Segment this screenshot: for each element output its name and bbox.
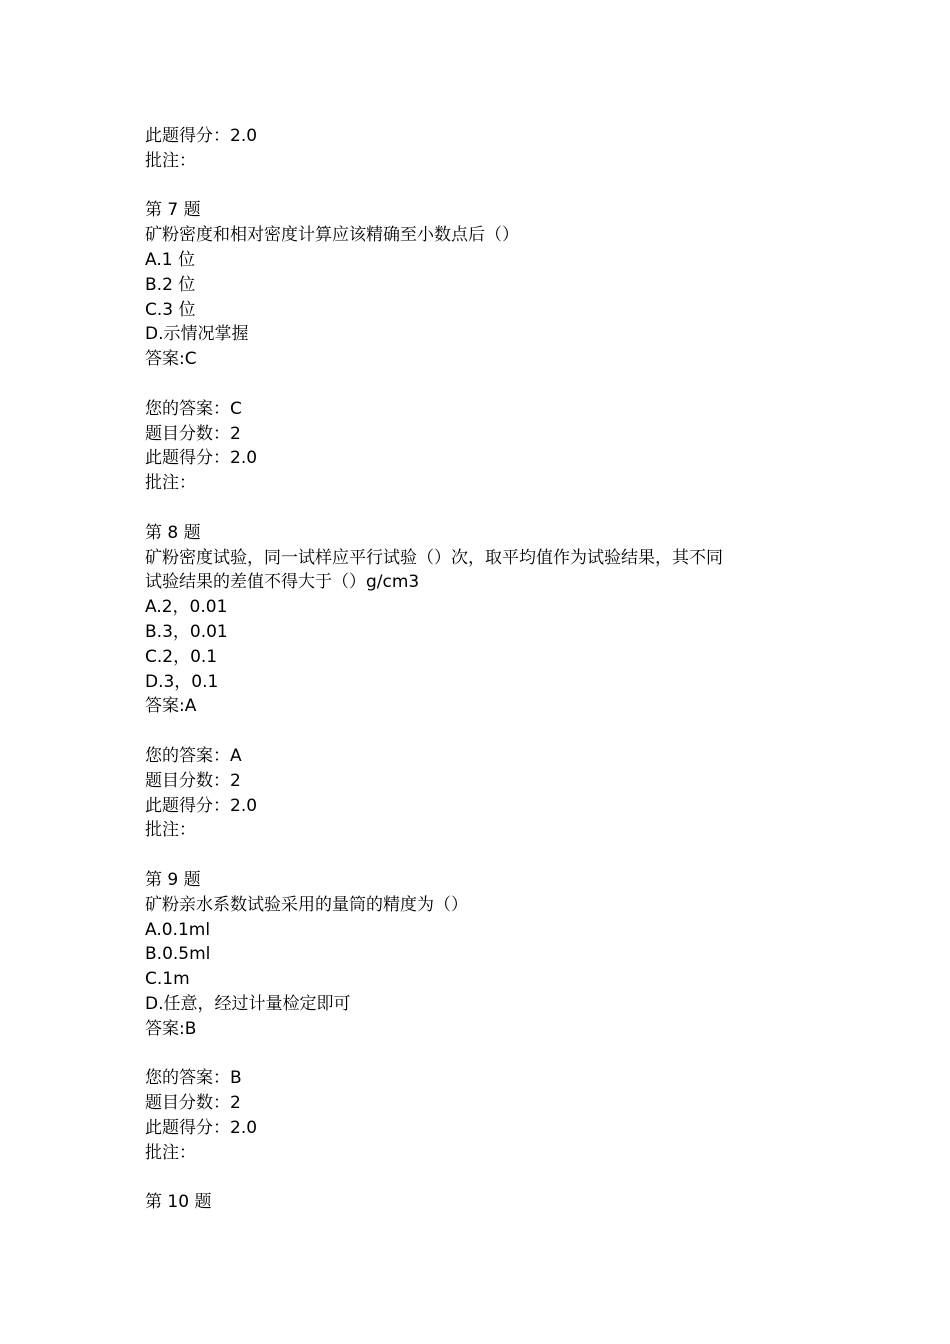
question-10-number: 第 10 题 xyxy=(145,1192,212,1213)
question-9-points: 题目分数：2 xyxy=(145,1093,241,1114)
score-line: 此题得分：2.0 xyxy=(145,126,258,146)
question-8-comment: 批注： xyxy=(145,820,196,841)
question-7-option-c: C.3 位 xyxy=(145,299,196,320)
question-8-text-continued: 试验结果的差值不得大于（）g/cm3 xyxy=(145,572,420,593)
question-9-option-c: C.1m xyxy=(145,969,190,990)
question-8-number: 第 8 题 xyxy=(145,522,201,543)
blank-line xyxy=(145,1165,825,1190)
question-9-option-a: A.0.1ml xyxy=(145,919,211,940)
question-9-your-answer: 您的答案：B xyxy=(145,1068,242,1089)
question-9-answer: 答案:B xyxy=(145,1018,197,1039)
question-8-option-a: A.2，0.01 xyxy=(145,597,228,618)
question-7-points: 题目分数：2 xyxy=(145,423,241,444)
question-8-score: 此题得分：2.0 xyxy=(145,795,258,816)
question-7-option-d: D.示情况掌握 xyxy=(145,324,249,345)
question-7-text: 矿粉密度和相对密度计算应该精确至小数点后（） xyxy=(145,225,519,246)
question-9-text: 矿粉亲水系数试验采用的量筒的精度为（） xyxy=(145,894,468,915)
question-8-option-b: B.3，0.01 xyxy=(145,621,228,642)
document-page xyxy=(145,124,825,1215)
blank-line xyxy=(145,719,825,744)
question-9-option-b: B.0.5ml xyxy=(145,944,211,965)
question-7-your-answer: 您的答案：C xyxy=(145,398,242,419)
question-7-option-b: B.2 位 xyxy=(145,274,196,295)
question-7-comment: 批注： xyxy=(145,473,196,494)
question-9-score: 此题得分：2.0 xyxy=(145,1117,258,1138)
question-9-comment: 批注： xyxy=(145,1142,196,1163)
comment-line: 批注： xyxy=(145,150,196,171)
question-8-option-d: D.3，0.1 xyxy=(145,671,219,692)
blank-line xyxy=(145,843,825,868)
question-7-number: 第 7 题 xyxy=(145,200,201,221)
question-8-your-answer: 您的答案：A xyxy=(145,745,242,766)
question-8-option-c: C.2，0.1 xyxy=(145,646,218,667)
question-9-number: 第 9 题 xyxy=(145,869,201,890)
blank-line xyxy=(145,1041,825,1066)
question-9-option-d: D.任意，经过计量检定即可 xyxy=(145,993,351,1014)
blank-line xyxy=(145,372,825,397)
blank-line xyxy=(145,496,825,521)
question-8-answer: 答案:A xyxy=(145,696,197,717)
blank-line xyxy=(145,174,825,199)
question-7-score: 此题得分：2.0 xyxy=(145,448,258,469)
question-7-option-a: A.1 位 xyxy=(145,249,195,270)
question-8-text: 矿粉密度试验，同一试样应平行试验（）次，取平均值作为试验结果，其不同 xyxy=(145,547,723,568)
question-7-answer: 答案:C xyxy=(145,349,197,370)
question-8-points: 题目分数：2 xyxy=(145,770,241,791)
